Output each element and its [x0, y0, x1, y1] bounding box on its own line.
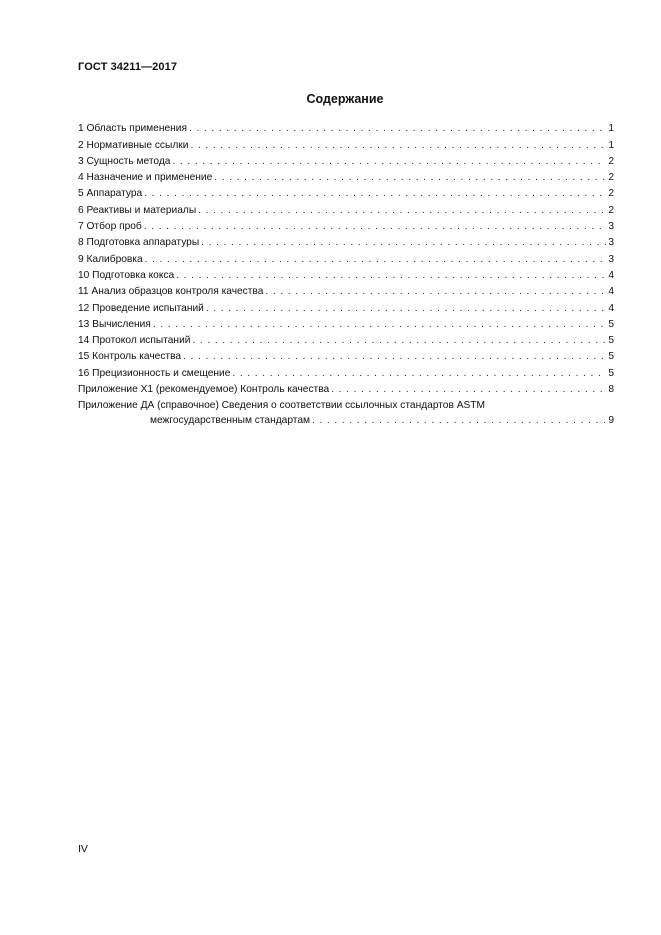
toc-entry[interactable]: [78, 184, 614, 200]
toc-entry[interactable]: [78, 233, 614, 249]
toc-entry-page: 1: [608, 123, 614, 135]
toc-entry[interactable]: [78, 152, 614, 168]
toc-entry-page: 3: [608, 253, 614, 265]
toc-entry[interactable]: [78, 119, 614, 135]
dot-leader: [206, 303, 606, 315]
dot-leader: [190, 140, 606, 152]
page-title: Содержание: [306, 92, 384, 106]
dot-leader: [176, 270, 606, 282]
toc-entry-text: 5 Аппаратура: [78, 188, 143, 200]
toc-entry[interactable]: [78, 331, 614, 347]
toc-entry[interactable]: [78, 380, 614, 396]
toc-entry-page: 4: [608, 269, 614, 281]
dot-leader: [214, 172, 606, 184]
toc-entry-text: 15 Контроль качества: [78, 351, 182, 363]
dot-leader: [172, 156, 606, 168]
toc-entry-text: 1 Область применения: [78, 123, 187, 135]
toc-entry[interactable]: [78, 347, 614, 363]
toc-entry-text: 9 Калибровка: [78, 253, 143, 265]
toc-entry-text: 8 Подготовка аппаратуры: [78, 237, 200, 249]
document-header: ГОСТ 34211—2017: [78, 61, 178, 73]
toc-entry[interactable]: [78, 249, 614, 265]
toc-entry[interactable]: [78, 298, 614, 314]
toc-entry[interactable]: [78, 315, 614, 331]
toc-entry-page: 9: [608, 415, 614, 427]
toc-entry-page: 2: [608, 188, 614, 200]
toc-entry[interactable]: [78, 168, 614, 184]
toc-entry-text: 13 Вычисления: [78, 318, 151, 330]
toc-entry-page: 5: [608, 367, 614, 379]
toc-entry[interactable]: [78, 217, 614, 233]
dot-leader: [144, 221, 606, 233]
dot-leader: [144, 188, 606, 200]
toc-entry[interactable]: [78, 135, 614, 151]
dot-leader: [312, 415, 606, 427]
toc-entry-page: 5: [608, 351, 614, 363]
page-number: IV: [78, 843, 88, 855]
dot-leader: [201, 237, 606, 249]
dot-leader: [189, 123, 606, 135]
toc-entry-annex-da[interactable]: [78, 396, 614, 412]
toc-entry-page: 3: [608, 237, 614, 249]
toc-entry-page: 4: [608, 286, 614, 298]
dot-leader: [192, 335, 606, 347]
toc-entry-text: 3 Сущность метода: [78, 155, 171, 167]
toc-entry-text: 11 Анализ образцов контроля качества: [78, 286, 264, 298]
dot-leader: [145, 254, 606, 266]
toc-entry-page: 3: [608, 221, 614, 233]
toc-entry-text: 4 Назначение и применение: [78, 172, 213, 184]
toc-entry-page: 5: [608, 318, 614, 330]
toc-entry-page: 4: [608, 302, 614, 314]
toc-entry-annex-da-continuation[interactable]: [78, 412, 614, 427]
toc-entry-page: 2: [608, 172, 614, 184]
dot-leader: [331, 384, 606, 396]
toc-entry-text: 2 Нормативные ссылки: [78, 139, 189, 151]
toc-entry[interactable]: [78, 266, 614, 282]
toc-entry-text: Приложение ДА (справочное) Сведения о соответствии ссылочных стандартов ASTM: [78, 400, 486, 412]
dot-leader: [198, 205, 606, 217]
toc-entry[interactable]: [78, 282, 614, 298]
toc-entry-text: 10 Подготовка кокса: [78, 269, 175, 281]
toc-entry-text: межгосударственным стандартам: [150, 415, 310, 427]
toc-entry-text: 14 Протокол испытаний: [78, 335, 191, 347]
toc-entry-page: 1: [608, 139, 614, 151]
toc-entry-page: 5: [608, 335, 614, 347]
toc-entry-text: 6 Реактивы и материалы: [78, 204, 197, 216]
dot-leader: [265, 286, 606, 298]
toc-entry-page: 8: [608, 384, 614, 396]
toc-entry-text: 7 Отбор проб: [78, 221, 142, 233]
dot-leader: [183, 351, 606, 363]
toc-entry-text: 16 Прецизионность и смещение: [78, 367, 231, 379]
table-of-contents: [78, 119, 614, 427]
toc-entry[interactable]: [78, 363, 614, 379]
dot-leader: [232, 368, 606, 380]
toc-entry-text: 12 Проведение испытаний: [78, 302, 204, 314]
toc-entry-text: Приложение Х1 (рекомендуемое) Контроль качества: [78, 384, 330, 396]
dot-leader: [153, 319, 606, 331]
toc-entry[interactable]: [78, 200, 614, 216]
toc-entry-page: 2: [608, 155, 614, 167]
toc-entry-page: 2: [608, 204, 614, 216]
